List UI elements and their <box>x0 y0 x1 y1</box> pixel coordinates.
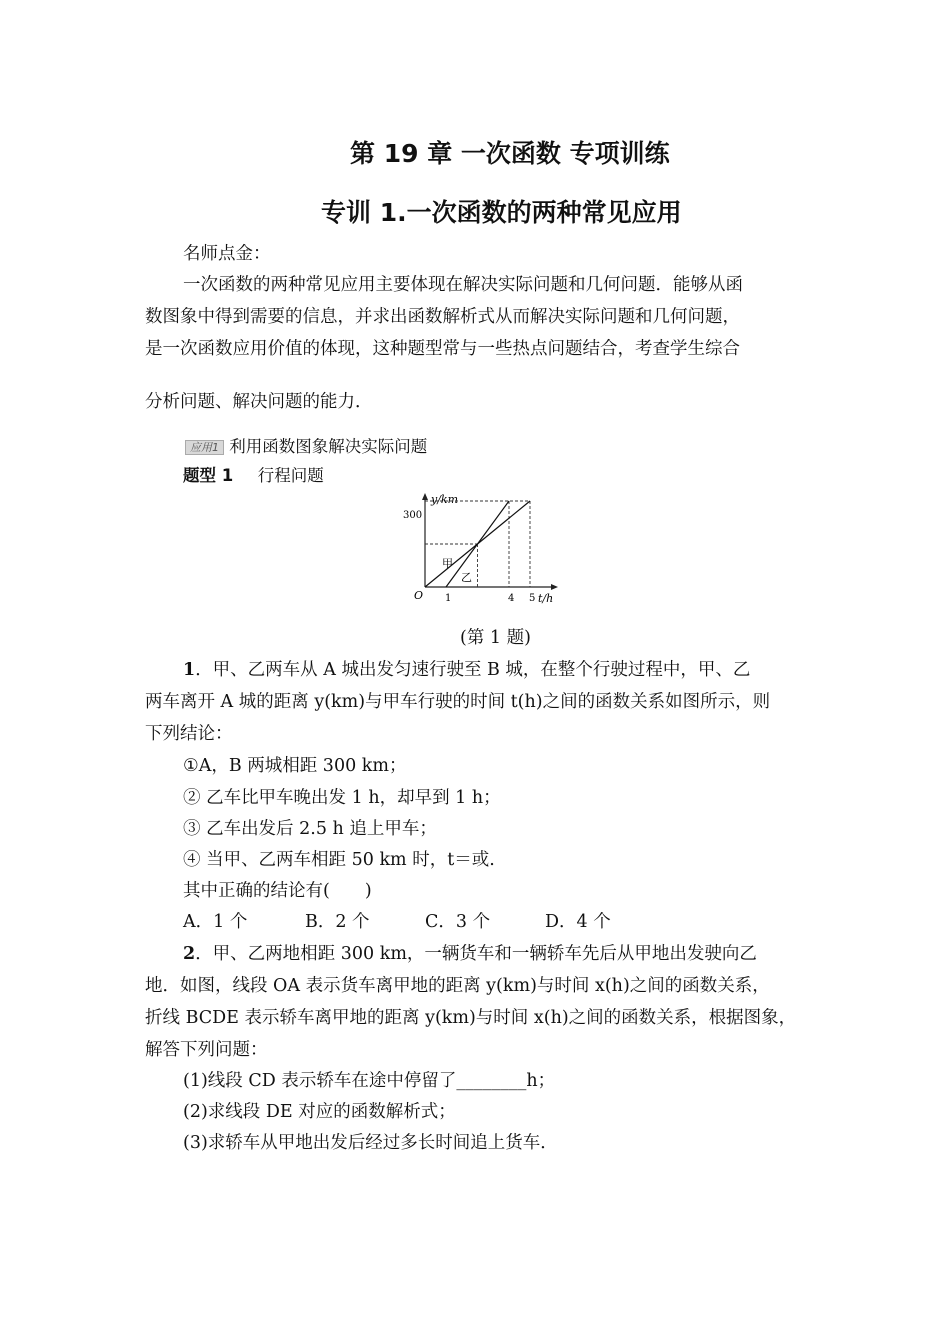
q1-line-1 <box>183 662 750 680</box>
q1-item-4: ④ 当甲、乙两车相距 50 km 时，t＝或. <box>183 850 495 870</box>
intro-line-4: 分析问题、解决问题的能力． <box>145 392 373 412</box>
q1-line-2: 两车离开 A 城的距离 y(km)与甲车行驶的时间 t(h)之间的函数关系如图所示，则 <box>145 692 771 712</box>
application-heading <box>185 439 427 456</box>
type-label: 题型 1 <box>183 466 234 485</box>
x-axis-label: t/h <box>538 592 554 605</box>
q1-option-d: D．4 个 <box>545 912 611 932</box>
line-jia-label: 甲 <box>442 557 453 570</box>
page-title: 第 19 章 一次函数 专项训练 <box>350 139 670 168</box>
x-axis-arrow <box>551 584 558 590</box>
application-badge: 应用1 <box>185 440 224 455</box>
figure-caption: (第 1 题) <box>460 628 531 648</box>
origin-label: O <box>414 589 424 602</box>
intro-line-3: 是一次函数应用价值的体现，这种题型常与一些热点问题结合，考查学生综合 <box>145 339 740 359</box>
q1-item-2: ② 乙车比甲车晚出发 1 h，却早到 1 h； <box>183 788 501 808</box>
x-tick-5: 5 <box>529 593 536 604</box>
intro-line-2: 数图象中得到需要的信息，并求出函数解析式从而解决实际问题和几何问题， <box>145 307 740 327</box>
q2-line-1 <box>183 946 757 964</box>
q1-item-3: ③ 乙车出发后 2.5 h 追上甲车； <box>183 819 437 839</box>
q1-prompt: 其中正确的结论有( ) <box>183 881 372 901</box>
type-heading <box>183 468 324 485</box>
q1-option-a: A．1 个 <box>183 912 248 932</box>
q1-number: 1 <box>183 660 196 680</box>
section-title: 专训 1.一次函数的两种常见应用 <box>321 198 682 227</box>
x-tick-1: 1 <box>445 593 452 604</box>
x-tick-4: 4 <box>508 593 515 604</box>
q1-item-1: ①A，B 两城相距 300 km； <box>183 756 407 776</box>
q2-sub-3: (3)求轿车从甲地出发后经过多长时间追上货车． <box>183 1133 558 1153</box>
travel-graph <box>395 487 570 612</box>
q2-line-4: 解答下列问题： <box>145 1040 268 1060</box>
q2-line-1-text: ．甲、乙两地相距 300 km，一辆货车和一辆轿车先后从甲地出发驶向乙 <box>195 944 757 964</box>
q1-option-b: B．2 个 <box>305 912 370 932</box>
application-text: 利用函数图象解决实际问题 <box>229 437 428 456</box>
y-axis-arrow <box>422 493 428 500</box>
y-tick-300: 300 <box>403 510 423 521</box>
line-yi-label: 乙 <box>461 571 472 584</box>
q1-line-1-text: ．甲、乙两车从 A 城出发匀速行驶至 B 城，在整个行驶过程中，甲、乙 <box>195 660 751 680</box>
q2-sub-2: (2)求线段 DE 对应的函数解析式； <box>183 1102 456 1122</box>
type-text: 行程问题 <box>257 466 324 485</box>
intro-line-1: 一次函数的两种常见应用主要体现在解决实际问题和几何问题．能够从函 <box>183 275 743 295</box>
q1-option-c: C．3 个 <box>425 912 491 932</box>
q1-line-3: 下列结论： <box>145 724 233 744</box>
q2-line-3: 折线 BCDE 表示轿车离甲地的距离 y(km)与时间 x(h)之间的函数关系，根据图象， <box>145 1008 797 1028</box>
intro-label: 名师点金： <box>183 244 271 264</box>
q2-sub-1: (1)线段 CD 表示轿车在途中停留了________h； <box>183 1071 556 1091</box>
q2-line-2: 地．如图，线段 OA 表示货车离甲地的距离 y(km)与时间 x(h)之间的函数关系， <box>145 976 770 996</box>
q2-number: 2 <box>183 944 196 964</box>
y-axis-label: y/km <box>431 493 459 506</box>
